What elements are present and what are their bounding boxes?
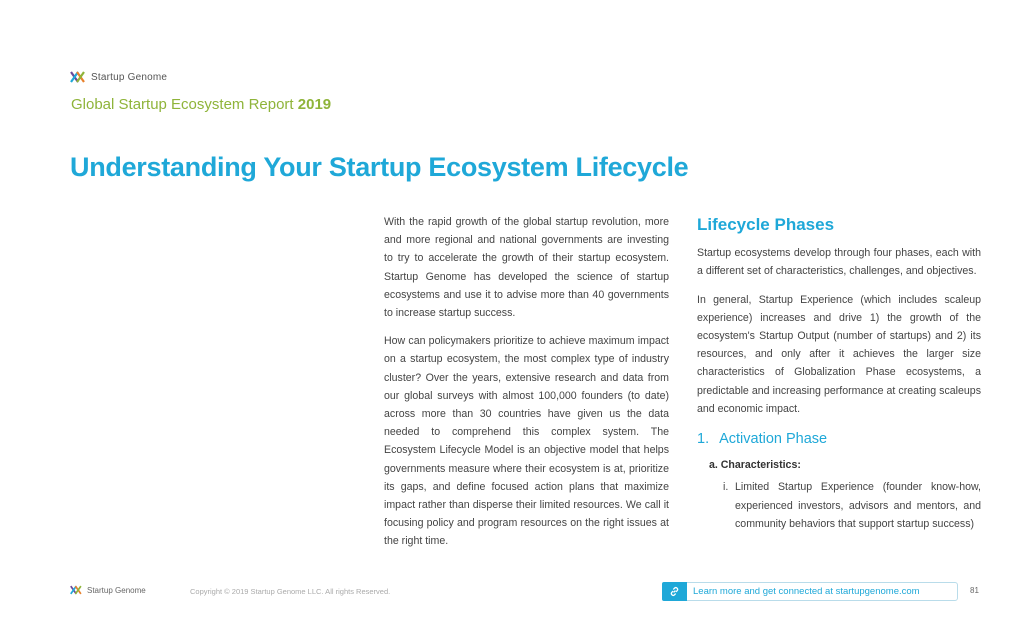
paragraph: In general, Startup Experience (which includes scaleup experience) increases and drive 1) the growth of the ecosystem's Startup Output (number of startups) and 2) its resources, and only after it achieves the larger size characteristics of Globalization Phase ecosystems, a predictable and increasing performance at creating scaleups and economic impact.	[697, 293, 981, 415]
sub-heading: a. Characteristics:	[709, 459, 801, 472]
link-icon	[662, 582, 687, 601]
website-link-text[interactable]: Learn more and get connected at startupgenome.com	[693, 586, 920, 597]
startup-genome-logo-icon	[70, 585, 84, 595]
list-item-number: i.	[723, 481, 729, 494]
report-title	[71, 96, 331, 113]
phase-heading	[697, 430, 981, 448]
list-item-text: Limited Startup Experience (founder know-how, experienced investors, advisors and mentors, and community behaviors that support startup success)	[735, 481, 981, 530]
logo-text: Startup Genome	[91, 71, 168, 83]
report-year: 2019	[297, 96, 332, 113]
website-link-button[interactable]	[662, 582, 958, 601]
paragraph: How can policymakers prioritize to achieve maximum impact on a startup ecosystem, the most complex type of industry cluster? Over the years, extensive research and data from our global surveys with almost 100,000 founders (to date) across more than 30 countries have given us the data needed to comprehend this complex system. The Ecosystem Lifecycle Model is an objective model that helps governments measure where their ecosystem is at, prioritize its gaps, and define focused action plans that maximize impact rather than disperse their limited resources. We call it focusing policy and program resources on the right issues at the right time.	[384, 335, 669, 548]
header-logo	[70, 71, 167, 83]
startup-genome-logo-icon	[70, 71, 88, 83]
footer-logo-text: Startup Genome	[87, 585, 146, 595]
copyright-text: Copyright © 2019 Startup Genome LLC. All rights Reserved.	[190, 587, 391, 596]
paragraph: With the rapid growth of the global startup revolution, more and more regional and national governments are investing to try to accelerate the growth of their startup ecosystem. Startup Genome has developed the science of startup ecosystems and use it to advise more than 40 governments to increase startup success.	[384, 216, 669, 320]
phase-title: Activation Phase	[719, 431, 828, 448]
paragraph: Startup ecosystems develop through four phases, each with a different set of characteristics, challenges, and objectives.	[697, 247, 981, 278]
page-number: 81	[970, 586, 979, 595]
left-column	[384, 213, 669, 561]
right-column	[697, 213, 981, 533]
page-title: Understanding Your Startup Ecosystem Lifecycle	[70, 152, 689, 182]
footer-logo	[70, 585, 146, 595]
section-heading: Lifecycle Phases	[697, 215, 835, 234]
list-item	[723, 478, 981, 533]
phase-number: 1.	[697, 431, 710, 448]
report-title-prefix: Global Startup Ecosystem Report	[71, 96, 298, 113]
